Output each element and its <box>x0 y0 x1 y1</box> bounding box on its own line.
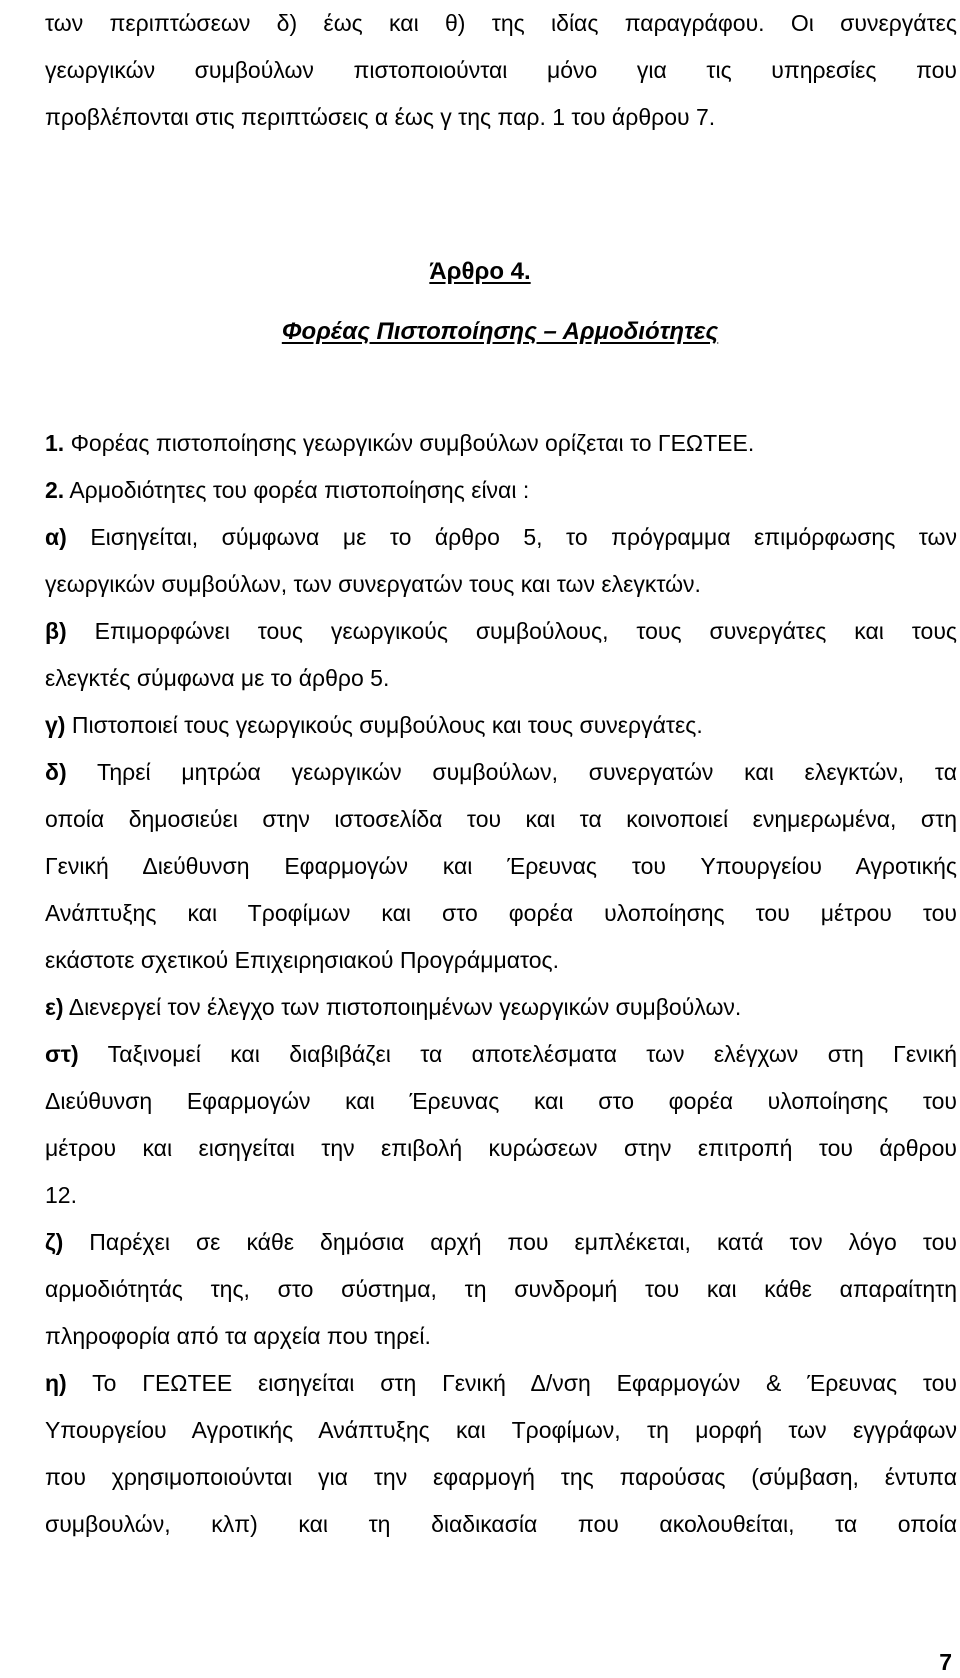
paragraph-line <box>45 1219 957 1266</box>
paragraph-line <box>45 1407 957 1454</box>
article-paragraph <box>45 608 957 702</box>
article-paragraph <box>45 514 957 608</box>
paragraph-text: οποία δημοσιεύει στην ιστοσελίδα του και τα κοινοποιεί ενημερωμένα, στη <box>45 806 957 832</box>
paragraph-text: αρμοδιότητάς της, στο σύστημα, τη συνδρομή του και κάθε απαραίτητη <box>45 1276 957 1302</box>
paragraph-label: 2. <box>45 477 65 503</box>
article-paragraph <box>45 1031 957 1219</box>
paragraph-label: η) <box>45 1370 67 1396</box>
paragraph-line <box>45 749 957 796</box>
paragraph-line <box>45 561 957 608</box>
article-body <box>45 420 957 1548</box>
paragraph-label: 1. <box>45 430 65 456</box>
article-paragraph <box>45 749 957 984</box>
article-paragraph <box>45 1219 957 1360</box>
paragraph-text: εκάστοτε σχετικού Επιχειρησιακού Προγράμματος. <box>45 947 560 973</box>
paragraph-text: που χρησιμοποιούνται για την εφαρμογή της παρούσας (σύμβαση, έντυπα <box>45 1464 957 1490</box>
paragraph-line <box>45 937 957 984</box>
paragraph-text: Αρμοδιότητες του φορέα πιστοποίησης είναι : <box>69 477 530 503</box>
paragraph-text: Τηρεί μητρώα γεωργικών συμβούλων, συνεργατών και ελεγκτών, τα <box>96 759 957 785</box>
paragraph-line <box>45 1031 957 1078</box>
article-paragraph <box>45 984 957 1031</box>
paragraph-text: Υπουργείου Αγροτικής Ανάπτυξης και Τροφίμων, τη μορφή των εγγράφων <box>45 1417 957 1443</box>
paragraph-line <box>45 514 957 561</box>
paragraph-line <box>45 1266 957 1313</box>
paragraph-text: Ανάπτυξης και Τροφίμων και στο φορέα υλοποίησης του μέτρου του <box>45 900 957 926</box>
paragraph-line <box>45 1313 957 1360</box>
paragraph-text: Φορέας πιστοποίησης γεωργικών συμβούλων ορίζεται το ΓΕΩΤΕΕ. <box>70 430 755 456</box>
paragraph-line <box>45 1454 957 1501</box>
paragraph-label: α) <box>45 524 67 550</box>
paragraph-text: Γενική Διεύθυνση Εφαρμογών και Έρευνας του Υπουργείου Αγροτικής <box>45 853 957 879</box>
paragraph-label: ε) <box>45 994 64 1020</box>
paragraph-line <box>45 655 957 702</box>
paragraph-text: Ταξινομεί και διαβιβάζει τα αποτελέσματα των ελέγχων στη Γενική <box>107 1041 958 1067</box>
intro-line: προβλέπονται στις περιπτώσεις α έως γ της παρ. 1 του άρθρου 7. <box>45 104 716 130</box>
paragraph-line <box>45 1360 957 1407</box>
paragraph-text: Διενεργεί τον έλεγχο των πιστοποιημένων γεωργικών συμβούλων. <box>68 994 742 1020</box>
paragraph-line <box>45 1125 957 1172</box>
paragraph-text: Διεύθυνση Εφαρμογών και Έρευνας και στο φορέα υλοποίησης του <box>45 1088 957 1114</box>
intro-line: των περιπτώσεων δ) έως και θ) της ιδίας παραγράφου. Οι συνεργάτες <box>45 10 957 36</box>
article-paragraph <box>45 702 957 749</box>
paragraph-label: β) <box>45 618 67 644</box>
page-number: 7 <box>939 1649 952 1675</box>
paragraph-text: μέτρου και εισηγείται την επιβολή κυρώσεων στην επιτροπή του άρθρου <box>45 1135 957 1161</box>
paragraph-label: δ) <box>45 759 67 785</box>
paragraph-line <box>45 843 957 890</box>
article-number: Άρθρο 4. <box>429 258 531 285</box>
paragraph-label: γ) <box>45 712 66 738</box>
paragraph-text: Πιστοποιεί τους γεωργικούς συμβούλους και τους συνεργάτες. <box>71 712 703 738</box>
paragraph-text: Εισηγείται, σύμφωνα με το άρθρο 5, το πρόγραμμα επιμόρφωσης των <box>90 524 958 550</box>
article-paragraph <box>45 467 957 514</box>
paragraph-line <box>45 984 957 1031</box>
paragraph-line <box>45 467 957 514</box>
paragraph-line <box>45 1172 957 1219</box>
paragraph-text: Επιμορφώνει τους γεωργικούς συμβούλους, τους συνεργάτες και τους <box>94 618 957 644</box>
paragraph-text: Το ΓΕΩΤΕΕ εισηγείται στη Γενική Δ/νση Εφαρμογών & Έρευνας του <box>92 1370 957 1396</box>
paragraph-line <box>45 1501 957 1548</box>
paragraph-label: στ) <box>45 1041 79 1067</box>
intro-line: γεωργικών συμβούλων πιστοποιούνται μόνο για τις υπηρεσίες που <box>45 57 957 83</box>
paragraph-line <box>45 796 957 843</box>
article-title: Φορέας Πιστοποίησης – Αρμοδιότητες <box>281 318 719 345</box>
paragraph-label: ζ) <box>45 1229 64 1255</box>
paragraph-line <box>45 420 957 467</box>
paragraph-line <box>45 1078 957 1125</box>
intro-paragraph <box>45 0 957 141</box>
paragraph-text: γεωργικών συμβούλων, των συνεργατών τους και των ελεγκτών. <box>45 571 701 597</box>
paragraph-line <box>45 702 957 749</box>
paragraph-text: συμβουλών, κλπ) και τη διαδικασία που ακολουθείται, τα οποία <box>45 1511 957 1537</box>
article-paragraph <box>45 420 957 467</box>
paragraph-text: Παρέχει σε κάθε δημόσια αρχή που εμπλέκεται, κατά τον λόγο του <box>89 1229 958 1255</box>
paragraph-text: ελεγκτές σύμφωνα με το άρθρο 5. <box>45 665 390 691</box>
article-paragraph <box>45 1360 957 1548</box>
paragraph-line <box>45 890 957 937</box>
paragraph-text: 12. <box>45 1182 77 1208</box>
paragraph-line <box>45 608 957 655</box>
paragraph-text: πληροφορία από τα αρχεία που τηρεί. <box>45 1323 431 1349</box>
